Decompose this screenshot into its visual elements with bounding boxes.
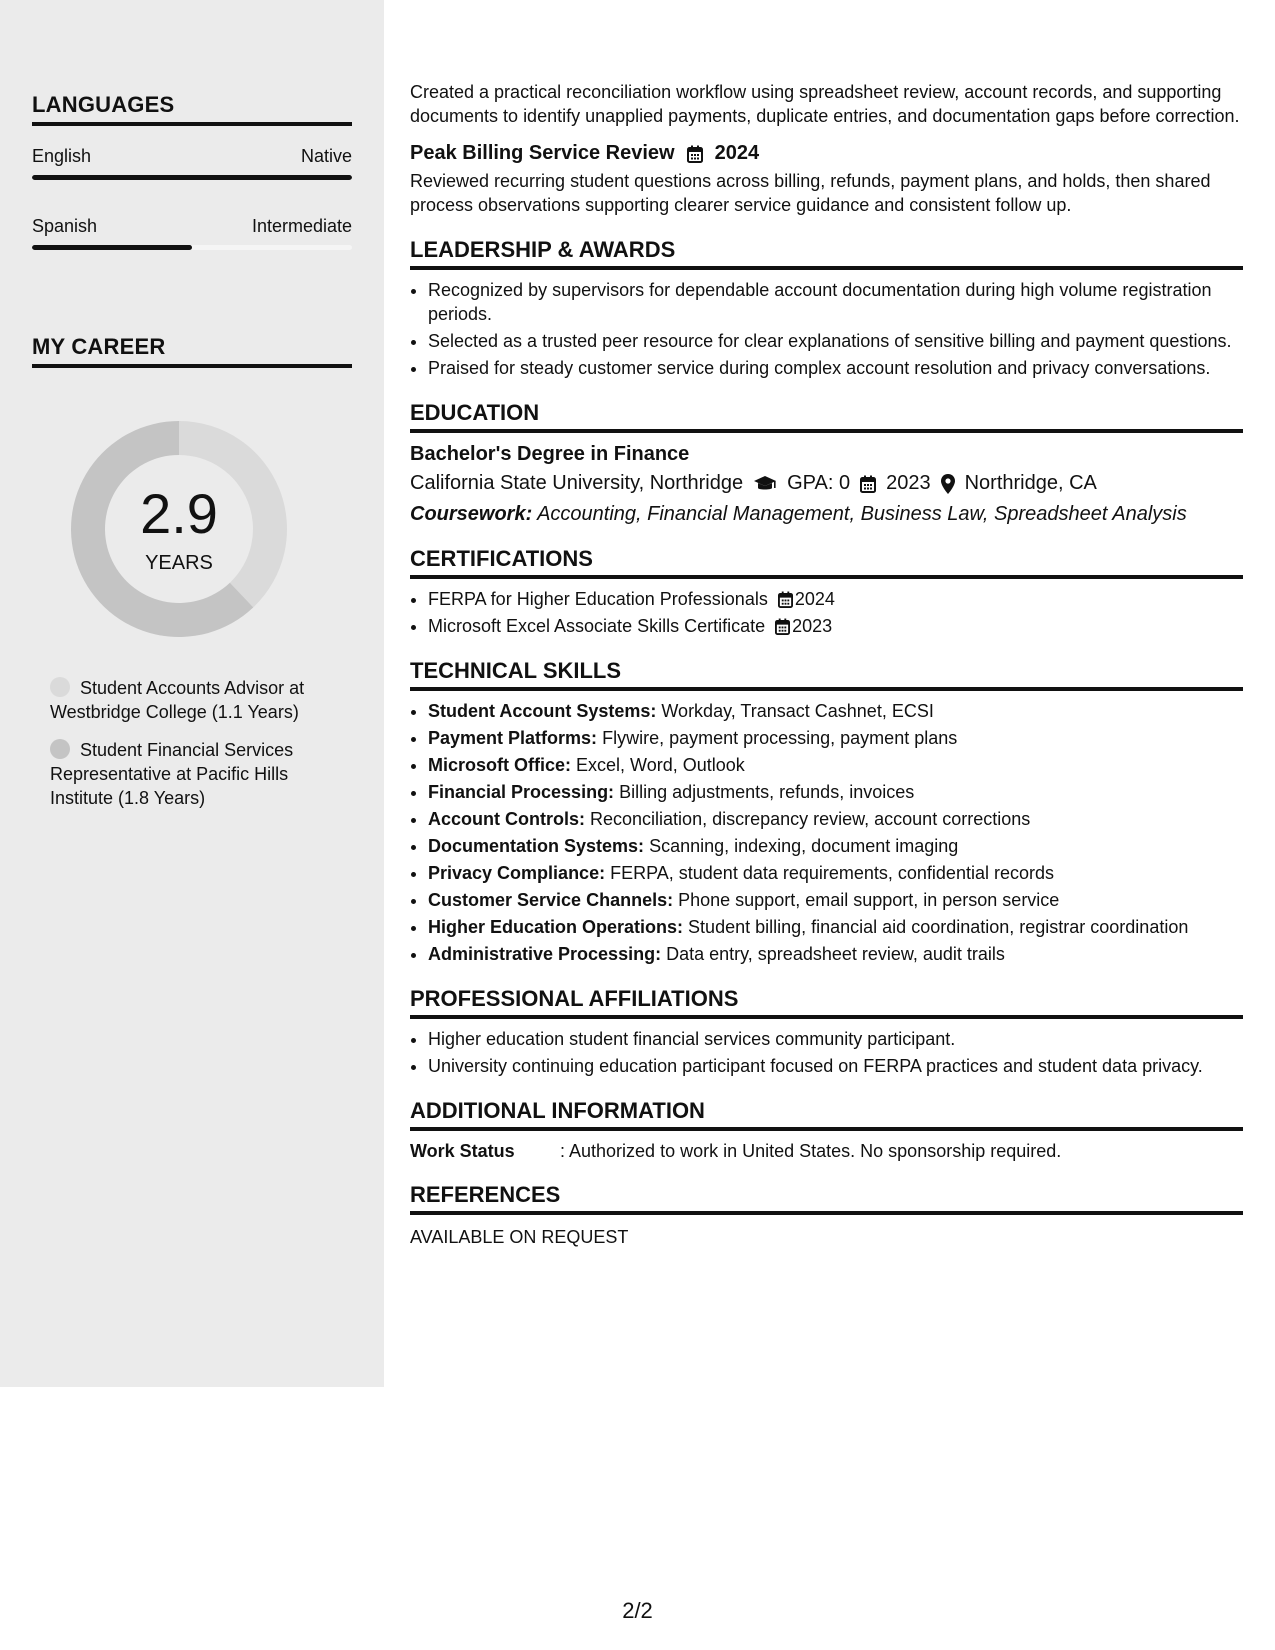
list-item: • Higher education student financial services community participant. xyxy=(428,1027,1243,1051)
leadership-heading: LEADERSHIP & AWARDS xyxy=(410,237,1243,270)
work-status-value: : Authorized to work in United States. No sponsorship required. xyxy=(560,1141,1062,1161)
language-level: Intermediate xyxy=(251,216,352,236)
gpa: GPA: 0 xyxy=(787,472,851,494)
list-item: • Selected as a trusted peer resource for clear explanations of sensitive billing and payment questions. xyxy=(428,329,1243,353)
career-heading: MY CAREER xyxy=(32,334,352,368)
language-proficiency-fill xyxy=(32,175,352,180)
language-item xyxy=(32,146,352,180)
language-proficiency-fill xyxy=(32,245,192,250)
career-legend-item xyxy=(50,676,340,724)
skill-item xyxy=(428,834,1243,858)
certification-item xyxy=(428,587,1243,611)
work-status-label: Work Status xyxy=(410,1141,515,1161)
certification-year: 2023 xyxy=(792,616,833,636)
skill-item xyxy=(428,915,1243,939)
skill-value: FERPA, student data requirements, confidential records xyxy=(610,863,1054,883)
language-proficiency-bar xyxy=(32,245,352,250)
language-name: English xyxy=(32,146,92,166)
graduation-year: 2023 xyxy=(886,472,931,494)
career-total-years: 2.9 xyxy=(140,482,218,545)
skill-item xyxy=(428,753,1243,777)
project-description: Reviewed recurring student questions across billing, refunds, payment plans, and holds, then shared process observations supporting clearer service guidance and consistent follow up. xyxy=(410,171,1211,215)
skill-value: Workday, Transact Cashnet, ECSI xyxy=(661,701,934,721)
language-name: Spanish xyxy=(32,216,98,236)
skill-item xyxy=(428,780,1243,804)
coursework xyxy=(410,503,1243,526)
skills-heading: TECHNICAL SKILLS xyxy=(410,658,1243,691)
career-legend-item xyxy=(50,738,340,810)
affiliations-heading: PROFESSIONAL AFFILIATIONS xyxy=(410,986,1243,1019)
languages-section xyxy=(32,92,352,250)
skill-item xyxy=(428,861,1243,885)
project-title: Peak Billing Service Review xyxy=(410,142,675,164)
skill-value: Billing adjustments, refunds, invoices xyxy=(619,782,915,802)
legend-dot xyxy=(50,677,70,697)
skill-label: Account Controls: xyxy=(428,809,585,829)
skill-value: Reconciliation, discrepancy review, account corrections xyxy=(590,809,1031,829)
calendar-icon xyxy=(675,145,715,163)
skill-label: Administrative Processing: xyxy=(428,944,662,964)
certifications-heading: CERTIFICATIONS xyxy=(410,546,1243,579)
coursework-list: Accounting, Financial Management, Business Law, Spreadsheet Analysis xyxy=(537,503,1187,525)
language-level: Native xyxy=(300,146,352,166)
leadership-list xyxy=(410,278,1243,380)
certification-name: Microsoft Excel Associate Skills Certificate xyxy=(428,616,766,636)
certifications-list xyxy=(410,587,1243,638)
project-year: 2024 xyxy=(714,142,760,164)
additional-info-heading: ADDITIONAL INFORMATION xyxy=(410,1098,1243,1131)
career-legend-label: Student Financial Services Representative at Pacific Hills Institute (1.8 Years) xyxy=(50,740,294,808)
skill-label: Documentation Systems: xyxy=(428,836,645,856)
school-location: Northridge, CA xyxy=(964,472,1097,494)
education-heading: EDUCATION xyxy=(410,400,1243,433)
language-item xyxy=(32,216,352,250)
project-title-row xyxy=(410,142,1243,165)
skill-item xyxy=(428,726,1243,750)
certification-item xyxy=(428,614,1243,638)
education-details xyxy=(410,472,1243,495)
affiliations-list xyxy=(410,1027,1243,1078)
career-total-unit: YEARS xyxy=(145,552,213,574)
skill-label: Payment Platforms: xyxy=(428,728,598,748)
skill-label: Microsoft Office: xyxy=(428,755,572,775)
main-content xyxy=(410,80,1243,1249)
skill-item xyxy=(428,699,1243,723)
certification-year: 2024 xyxy=(794,589,835,609)
skill-value: Scanning, indexing, document imaging xyxy=(649,836,959,856)
skill-label: Financial Processing: xyxy=(428,782,615,802)
skill-value: Student billing, financial aid coordination, registrar coordination xyxy=(688,917,1189,937)
calendar-icon xyxy=(860,475,876,493)
sidebar xyxy=(0,0,384,1387)
career-section xyxy=(32,334,352,368)
skill-item xyxy=(428,888,1243,912)
work-status-row xyxy=(410,1141,1243,1162)
references-heading: REFERENCES xyxy=(410,1182,1243,1215)
career-legend-label: Student Accounts Advisor at Westbridge College (1.1 Years) xyxy=(50,678,305,722)
school-name: California State University, Northridge xyxy=(410,472,744,494)
skill-value: Flywire, payment processing, payment plans xyxy=(602,728,958,748)
skill-label: Higher Education Operations: xyxy=(428,917,684,937)
career-donut-chart xyxy=(66,416,292,642)
references-text: AVAILABLE ON REQUEST xyxy=(410,1227,629,1247)
language-proficiency-bar xyxy=(32,175,352,180)
degree-title: Bachelor's Degree in Finance xyxy=(410,443,690,465)
skill-label: Customer Service Channels: xyxy=(428,890,674,910)
legend-dot xyxy=(50,739,70,759)
skills-list xyxy=(410,699,1243,966)
page-number: 2/2 xyxy=(622,1598,653,1623)
skill-value: Phone support, email support, in person service xyxy=(678,890,1060,910)
list-item: • Recognized by supervisors for dependable account documentation during high volume registration periods. xyxy=(428,278,1243,326)
certification-name: FERPA for Higher Education Professionals xyxy=(428,589,768,609)
skill-item xyxy=(428,807,1243,831)
graduation-cap-icon xyxy=(753,475,777,493)
career-legend xyxy=(50,676,340,824)
skill-label: Student Account Systems: xyxy=(428,701,657,721)
skill-value: Excel, Word, Outlook xyxy=(576,755,745,775)
coursework-label: Coursework: xyxy=(410,503,533,525)
calendar-icon xyxy=(778,591,793,608)
skill-label: Privacy Compliance: xyxy=(428,863,606,883)
list-item: • Praised for steady customer service during complex account resolution and privacy conversations. xyxy=(428,356,1243,380)
languages-heading: LANGUAGES xyxy=(32,92,352,126)
list-item: • University continuing education participant focused on FERPA practices and student data privacy. xyxy=(428,1054,1243,1078)
location-pin-icon xyxy=(941,474,955,494)
skill-item xyxy=(428,942,1243,966)
calendar-icon xyxy=(775,618,790,635)
intro-paragraph: Created a practical reconciliation workflow using spreadsheet review, account records, and supporting documents to identify unapplied payments, duplicate entries, and documentation gaps before correction. xyxy=(410,82,1240,126)
skill-value: Data entry, spreadsheet review, audit trails xyxy=(666,944,1005,964)
